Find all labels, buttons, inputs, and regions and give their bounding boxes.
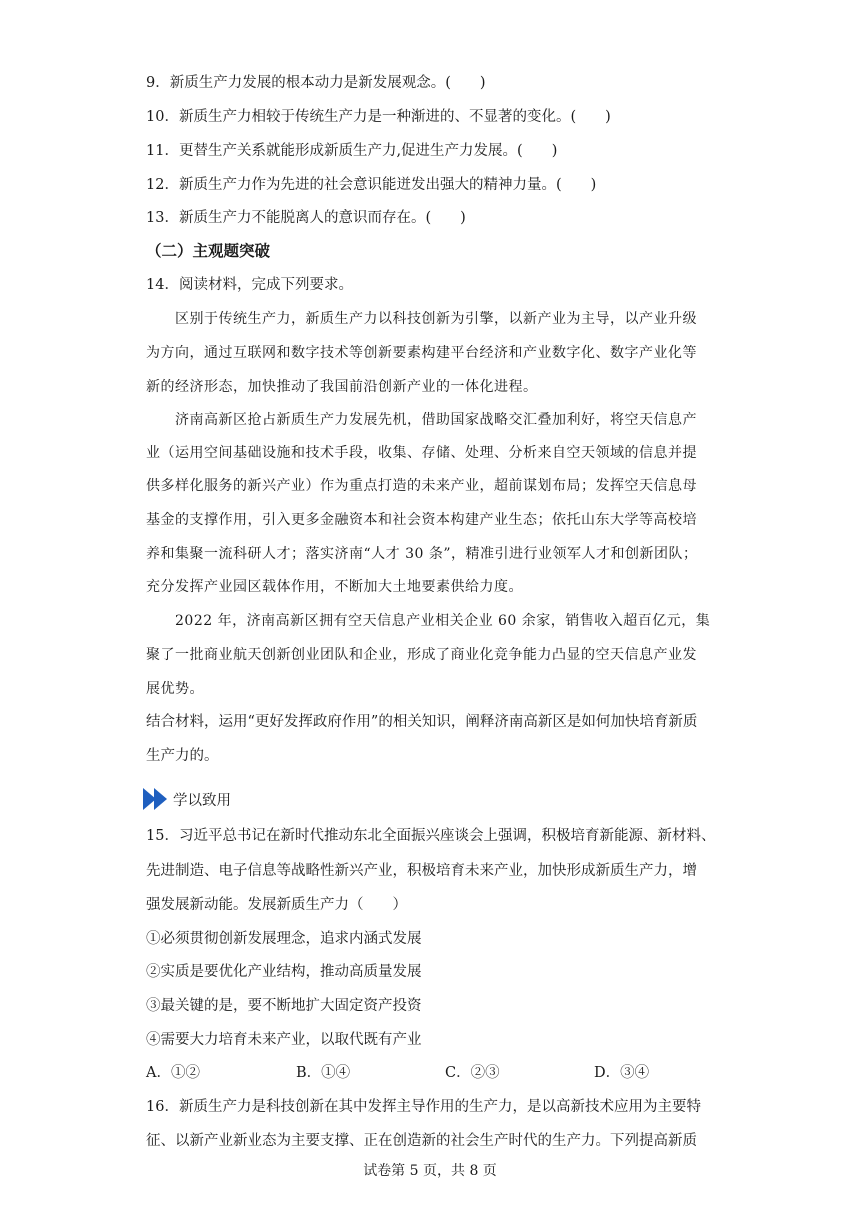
option-d[interactable]: D．③④ bbox=[594, 1065, 650, 1081]
material-line: 供多样化服务的新兴产业）作为重点打造的未来产业，超前谋划布局；发挥空天信息母 bbox=[146, 478, 697, 494]
banner-label: 学以致用 bbox=[173, 792, 231, 809]
material-line: 聚了一批商业航天创新创业团队和企业，形成了商业化竞争能力凸显的空天信息产业发 bbox=[146, 647, 697, 663]
practice-banner bbox=[143, 786, 231, 812]
question-14-stem: 14．阅读材料，完成下列要求。 bbox=[146, 277, 353, 293]
question-14-requirement: 结合材料，运用“更好发挥政府作用”的相关知识，阐释济南高新区是如何加快培育新质 bbox=[146, 714, 698, 730]
material-line: 基金的支撑作用，引入更多金融资本和社会资本构建产业生态；依托山东大学等高校培 bbox=[146, 512, 697, 528]
statement-2: ②实质是要优化产业结构，推动高质量发展 bbox=[146, 964, 422, 980]
page-footer: 试卷第 5 页，共 8 页 bbox=[363, 1163, 497, 1179]
question-9: 9．新质生产力发展的根本动力是新发展观念。( ) bbox=[146, 75, 486, 91]
material-line: 济南高新区抢占新质生产力发展先机，借助国家战略交汇叠加利好，将空天信息产 bbox=[175, 412, 697, 428]
material-line: 区别于传统生产力，新质生产力以科技创新为引擎，以新产业为主导，以产业升级 bbox=[175, 311, 697, 327]
option-a[interactable]: A．①② bbox=[146, 1065, 200, 1081]
question-14-requirement: 生产力的。 bbox=[146, 748, 219, 764]
material-line: 新的经济形态，加快推动了我国前沿创新产业的一体化进程。 bbox=[146, 379, 538, 395]
option-c[interactable]: C．②③ bbox=[445, 1065, 500, 1081]
question-16-stem: 征、以新产业新业态为主要支撑、正在创造新的社会生产时代的生产力。下列提高新质 bbox=[146, 1133, 697, 1149]
question-15-stem: 强发展新动能。发展新质生产力（ ） bbox=[146, 897, 407, 913]
question-15-stem: 15．习近平总书记在新时代推动东北全面振兴座谈会上强调，积极培育新能源、新材料、 bbox=[146, 828, 716, 844]
statement-4: ④需要大力培育未来产业，以取代既有产业 bbox=[146, 1032, 422, 1048]
material-line: 养和集聚一流科研人才；落实济南“人才 30 条”，精准引进行业领军人才和创新团队； bbox=[146, 546, 698, 562]
question-13: 13．新质生产力不能脱离人的意识而存在。( ) bbox=[146, 210, 466, 226]
question-10: 10．新质生产力相较于传统生产力是一种渐进的、不显著的变化。( ) bbox=[146, 109, 611, 125]
material-line: 为方向，通过互联网和数字技术等创新要素构建平台经济和产业数字化、数字产业化等 bbox=[146, 345, 697, 361]
double-chevron-right-icon bbox=[143, 786, 171, 812]
question-15-stem: 先进制造、电子信息等战略性新兴产业，积极培育未来产业，加快形成新质生产力，增 bbox=[146, 863, 697, 879]
statement-1: ①必须贯彻创新发展理念，追求内涵式发展 bbox=[146, 931, 422, 947]
option-b[interactable]: B．①④ bbox=[296, 1065, 351, 1081]
question-12: 12．新质生产力作为先进的社会意识能迸发出强大的精神力量。( ) bbox=[146, 177, 597, 193]
question-16-stem: 16．新质生产力是科技创新在其中发挥主导作用的生产力，是以高新技术应用为主要特 bbox=[146, 1099, 701, 1115]
material-line: 展优势。 bbox=[146, 681, 204, 697]
section-title: （二）主观题突破 bbox=[146, 242, 271, 260]
question-11: 11．更替生产关系就能形成新质生产力,促进生产力发展。( ) bbox=[146, 143, 558, 159]
material-line: 充分发挥产业园区载体作用，不断加大土地要素供给力度。 bbox=[146, 579, 523, 595]
statement-3: ③最关键的是，要不断地扩大固定资产投资 bbox=[146, 998, 422, 1014]
material-line: 业（运用空间基础设施和技术手段，收集、存储、处理、分析来自空天领域的信息并提 bbox=[146, 445, 697, 461]
material-line: 2022 年，济南高新区拥有空天信息产业相关企业 60 余家，销售收入超百亿元，集 bbox=[175, 613, 711, 629]
